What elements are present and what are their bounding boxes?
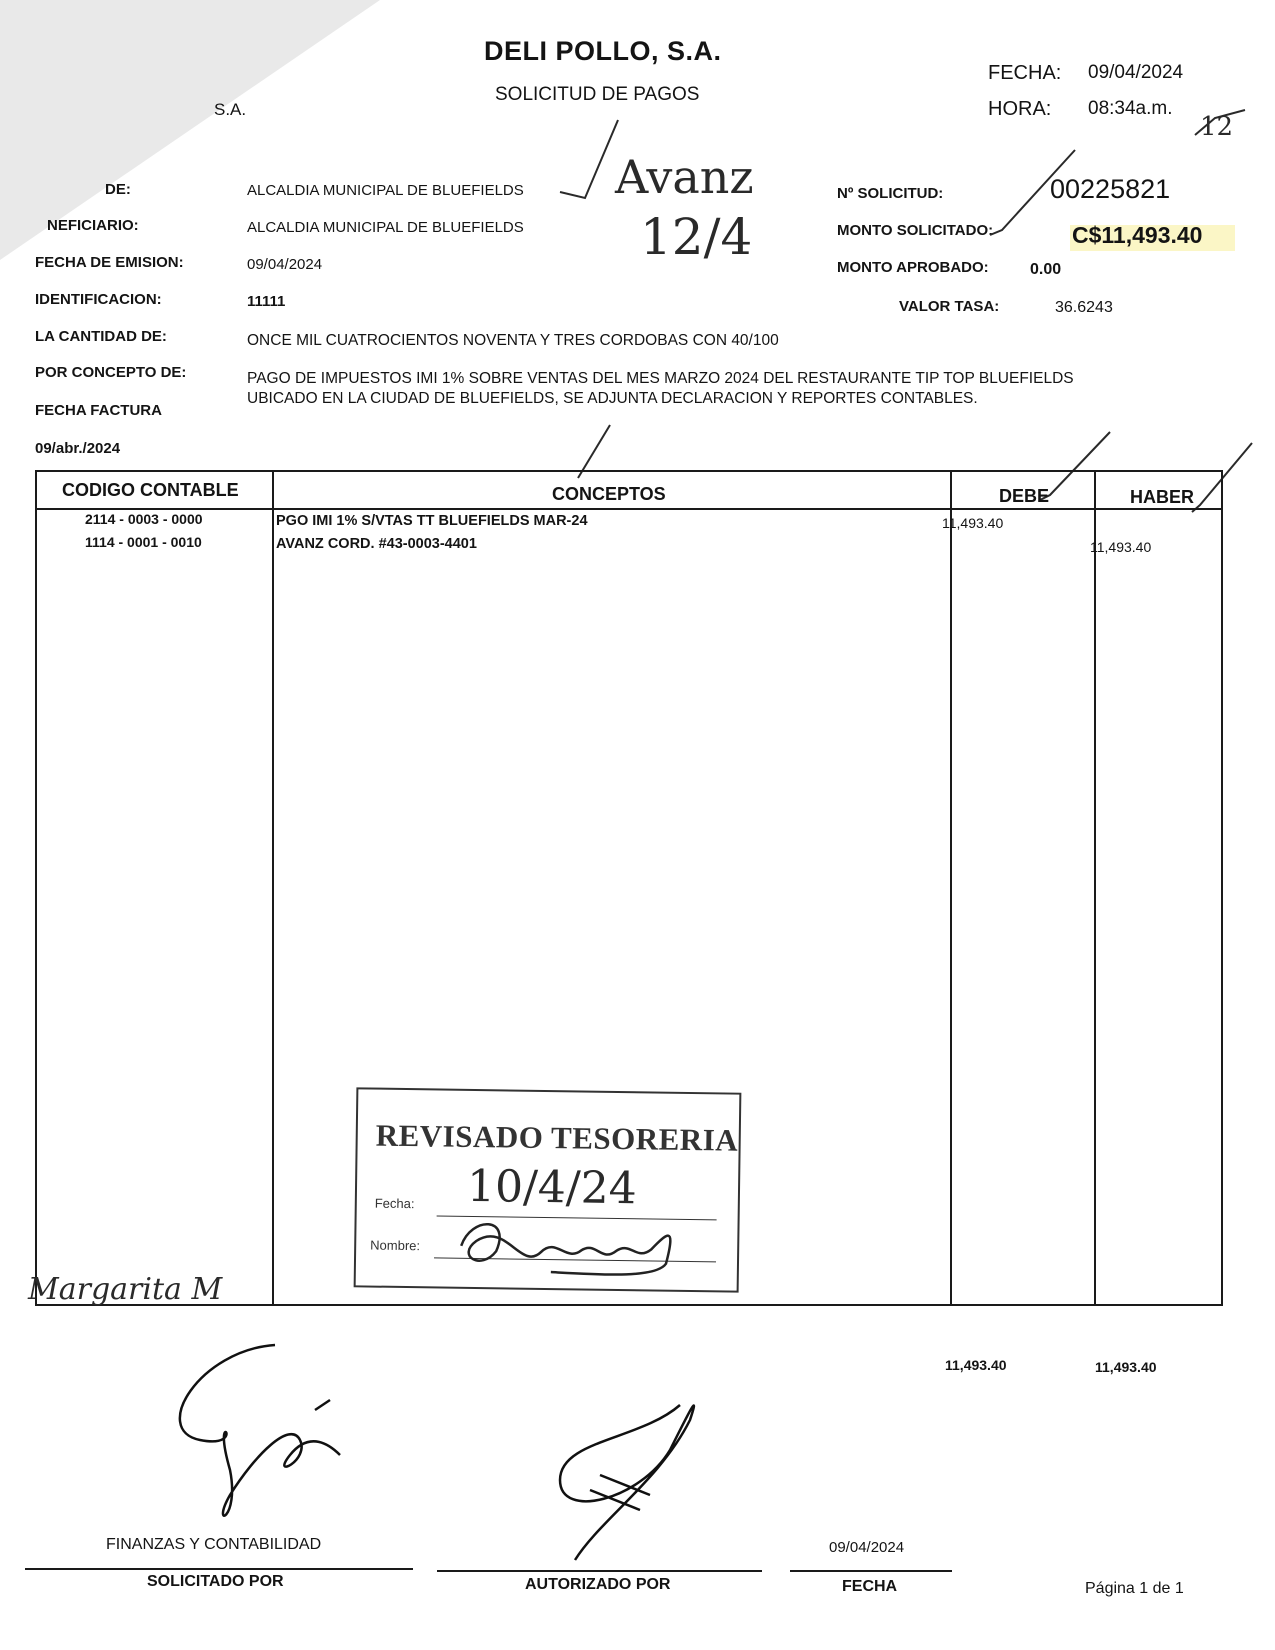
a-favor-de-value: ALCALDIA MUNICIPAL DE BLUEFIELDS [247,182,524,199]
footer-fecha-label: FECHA [842,1578,898,1595]
signature-line-autorizado [437,1570,762,1572]
cantidad-label: LA CANTIDAD DE: [35,328,167,345]
concepto-label: POR CONCEPTO DE: [35,364,187,381]
autorizado-por-label: AUTORIZADO POR [525,1576,671,1593]
solicitud-label: Nº SOLICITUD: [837,185,944,202]
identificacion-label: IDENTIFICACION: [35,291,162,308]
signature-line-fecha [790,1570,952,1572]
fecha-value: 09/04/2024 [1088,62,1184,83]
valor-tasa-label: VALOR TASA: [899,298,1000,315]
concepto-line-2: UBICADO EN LA CIUDAD DE BLUEFIELDS, SE ADJUNTA DECLARACION Y REPORTES CONTABLES. [247,390,978,407]
header-conceptos: CONCEPTOS [552,484,666,504]
stamp-nombre-label: Nombre: [370,1237,421,1254]
company-fragment: S.A. [214,100,247,119]
fecha-emision-label: FECHA DE EMISION: [35,254,184,271]
row-2-haber: 11,493.40 [1090,539,1152,555]
stamp-title: REVISADO TESORERIA [375,1117,739,1158]
monto-solicitado-value: C$11,493.40 [1072,222,1203,248]
total-debe: 11,493.40 [945,1357,1007,1373]
handwritten-avanz: Avanz [615,150,754,204]
row-1-debe: 11,493.40 [942,515,1004,531]
monto-aprobado-value: 0.00 [1030,261,1062,278]
row-2-codigo: 1114 - 0001 - 0010 [85,534,202,550]
fecha-emision-value: 09/04/2024 [247,256,323,273]
hora-label: HORA: [988,98,1052,120]
document-title: SOLICITUD DE PAGOS [495,84,700,105]
signature-line-solicitado [25,1568,413,1570]
handwritten-corner-note: 12 [1200,112,1234,142]
total-haber: 11,493.40 [1095,1359,1157,1375]
header-debe: DEBE [999,486,1050,506]
header-codigo: CODIGO CONTABLE [62,480,239,500]
stamp-fecha-label: Fecha: [374,1195,415,1212]
fecha-label: FECHA: [988,62,1062,84]
company-name: DELI POLLO, S.A. [484,36,722,66]
identificacion-value: 11111 [247,293,286,310]
page-number: Página 1 de 1 [1085,1580,1184,1597]
fecha-factura-label: FECHA FACTURA [35,402,162,419]
handwritten-avanz-date: 12/4 [640,208,753,266]
beneficiario-label: NEFICIARIO: [47,217,139,234]
hora-value: 08:34a.m. [1088,98,1173,119]
finanzas-label: FINANZAS Y CONTABILIDAD [106,1536,322,1553]
fecha-factura-value: 09/abr./2024 [35,440,121,457]
row-2-concepto: AVANZ CORD. #43-0003-4401 [276,536,477,552]
stamp-fecha-handwritten: 10/4/24 [466,1160,638,1215]
handwritten-margin-name: Margarita M [28,1272,223,1307]
footer-fecha-value: 09/04/2024 [829,1539,905,1556]
row-1-concepto: PGO IMI 1% S/VTAS TT BLUEFIELDS MAR-24 [276,513,588,529]
monto-solicitado-label: MONTO SOLICITADO: [837,222,994,239]
header-haber: HABER [1130,487,1195,507]
a-favor-de-label: DE: [105,181,131,198]
cantidad-value: ONCE MIL CUATROCIENTOS NOVENTA Y TRES CORDOBAS CON 40/100 [247,332,779,349]
row-1-codigo: 2114 - 0003 - 0000 [85,511,203,527]
beneficiario-value: ALCALDIA MUNICIPAL DE BLUEFIELDS [247,219,524,236]
monto-aprobado-label: MONTO APROBADO: [837,259,989,276]
valor-tasa-value: 36.6243 [1055,299,1113,316]
solicitado-por-label: SOLICITADO POR [147,1573,284,1590]
solicitud-number: 00225821 [1050,174,1171,204]
concepto-line-1: PAGO DE IMPUESTOS IMI 1% SOBRE VENTAS DEL MES MARZO 2024 DEL RESTAURANTE TIP TOP BLUEFIELDS [247,370,1074,387]
